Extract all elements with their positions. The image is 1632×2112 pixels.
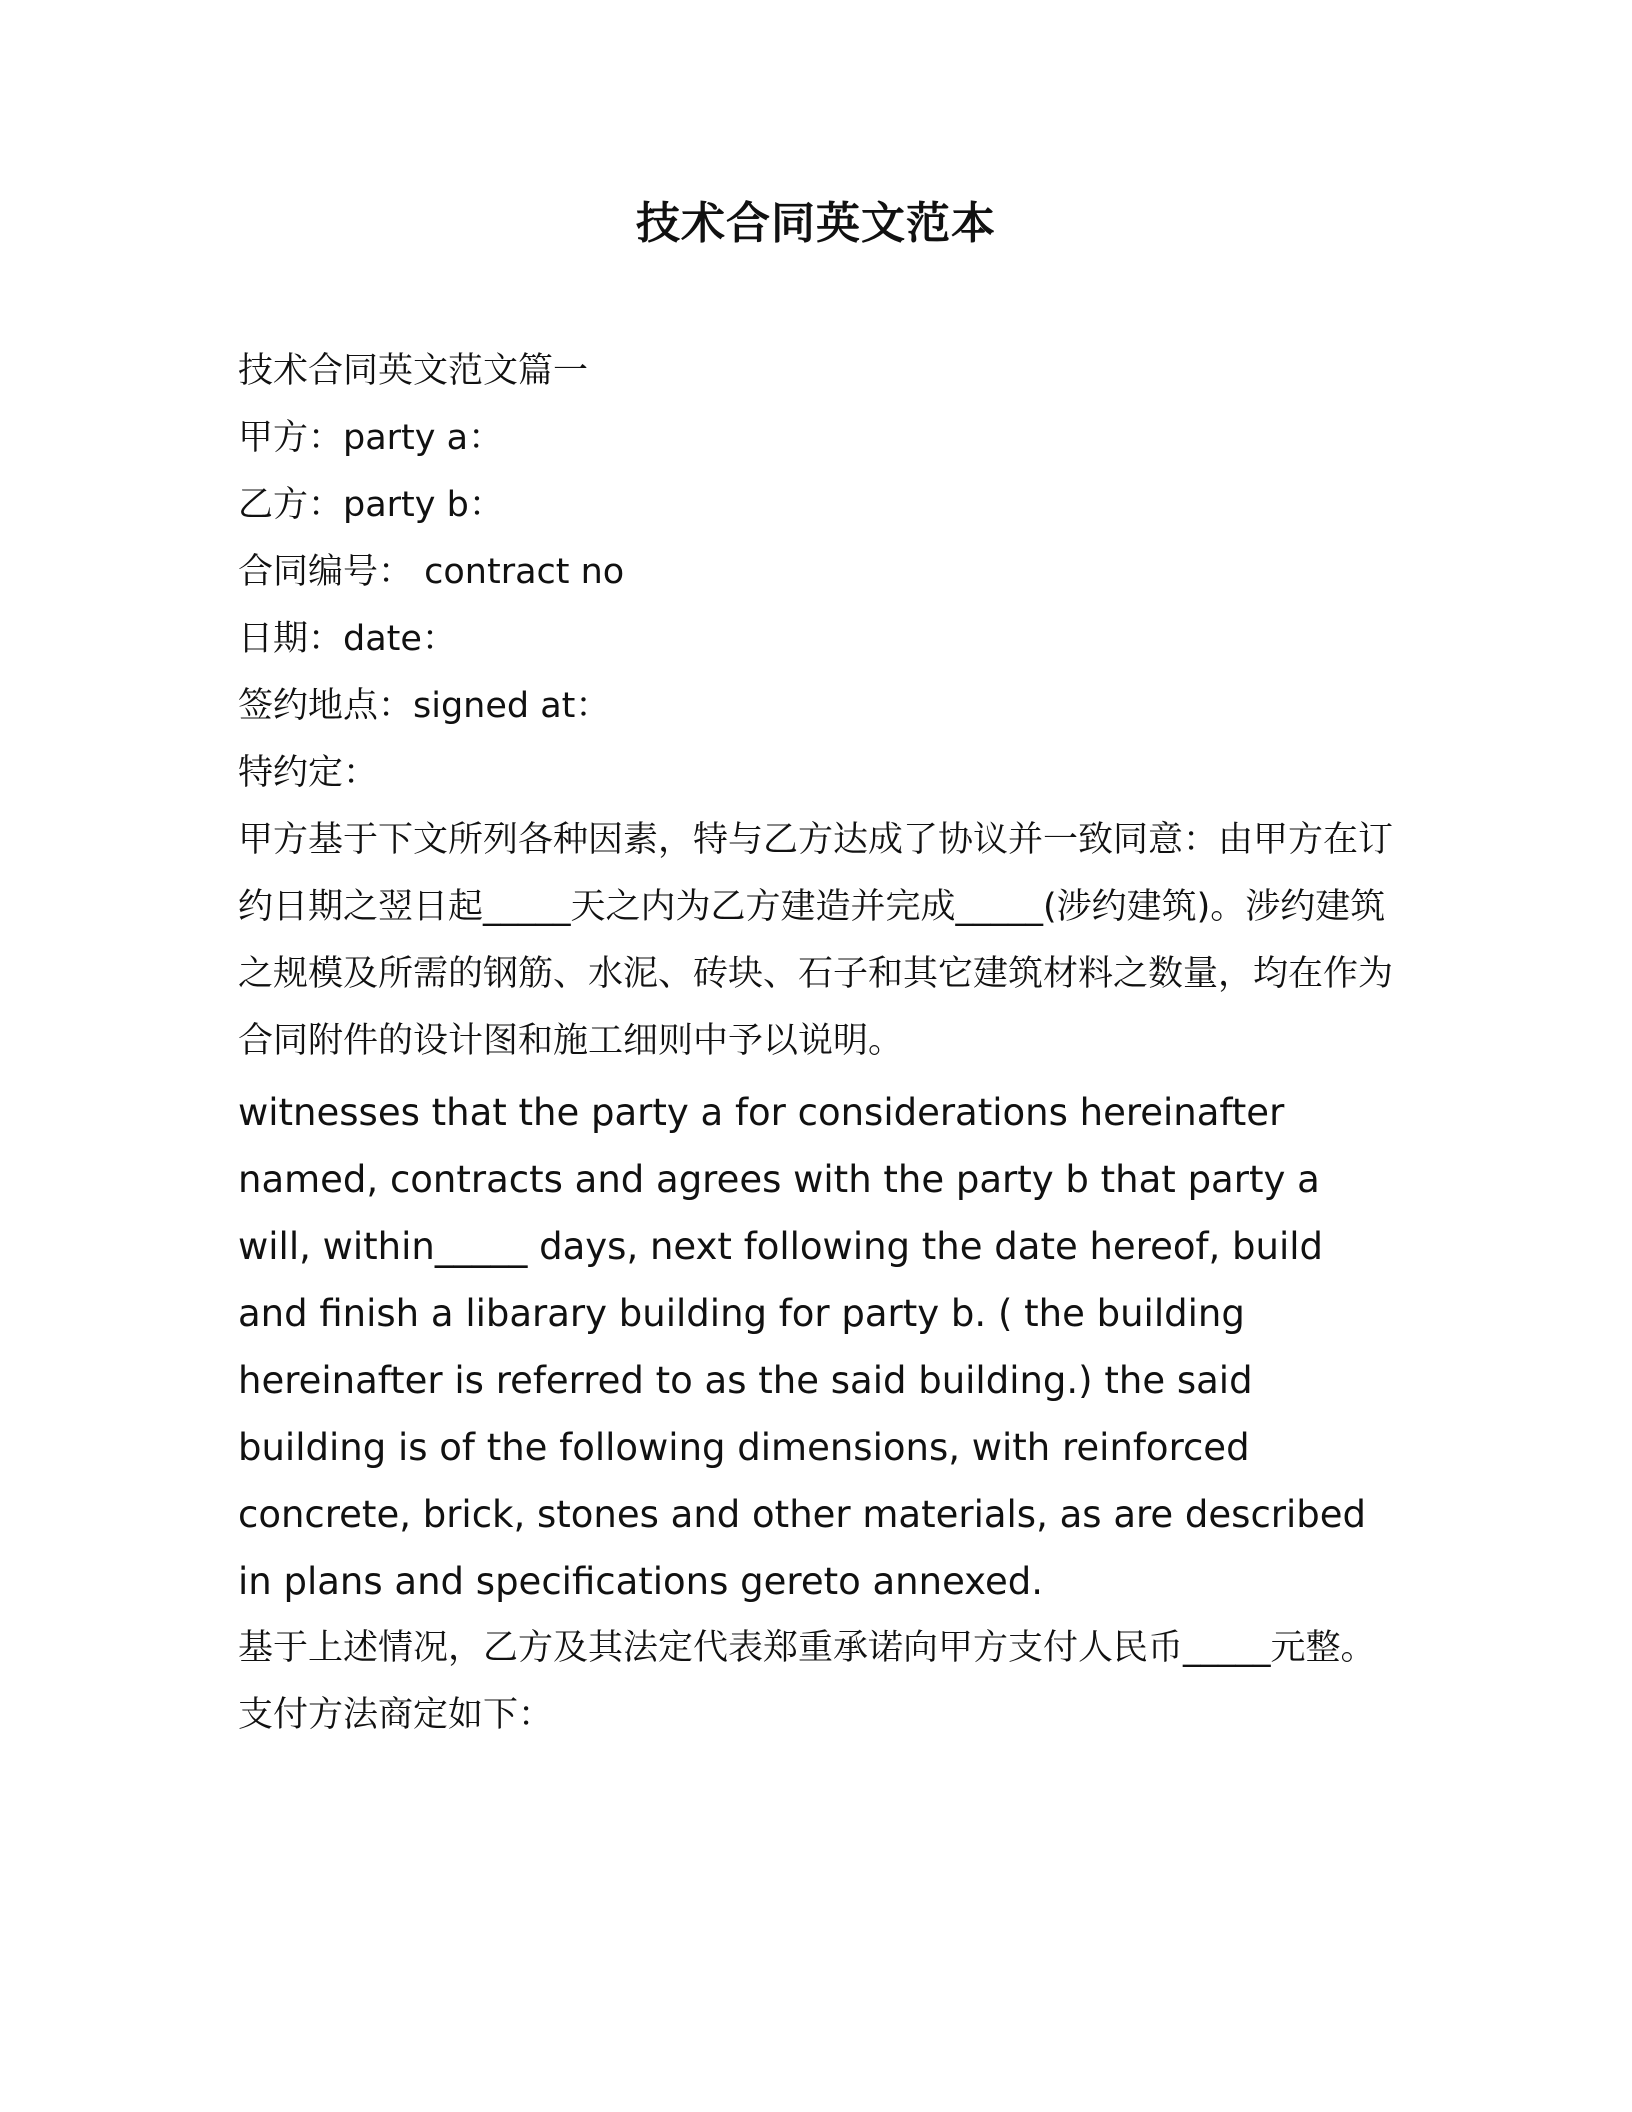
paragraph-chinese-1: 甲方基于下文所列各种因素，特与乙方达成了协议并一致同意：由甲方在订约日期之翌日起_____天之内为乙方建造并完成_____(涉约建筑)。涉约建筑之规模及所需的钢筋、水泥、砖块、石子和其它建筑材料之数量，均在作为合同附件的设计图和施工细则中予以说明。 (238, 820, 1394, 1061)
paragraph-english-1: witnesses that the party a for considerations hereinafter named, contracts and agrees with the party b that party a will, within_____ days, next following the date hereof, build and finish a libarary building for party b. ( the building hereinafter is referred to as the said building.) the said building is of the following dimensions, with reinforced concrete, brick, stones and other materials, as are described in plans and specifications gereto annexed. (238, 1091, 1367, 1603)
paragraph-chinese-2: 基于上述情况，乙方及其法定代表郑重承诺向甲方支付人民币_____元整。支付方法商定如下： (238, 1628, 1376, 1735)
party-a-field: 甲方：party a： (238, 418, 504, 458)
document-body (238, 338, 1398, 1749)
date-field: 日期：date： (238, 619, 457, 659)
signed-at-field: 签约地点：signed at： (238, 686, 611, 726)
contract-no-field: 合同编号： contract no (238, 552, 625, 592)
document-title: 技术合同英文范本 (636, 198, 996, 249)
party-b-field: 乙方：party b： (238, 485, 504, 525)
section-heading: 技术合同英文范文篇一 (238, 351, 589, 391)
special-agreement-label: 特约定： (238, 753, 379, 793)
